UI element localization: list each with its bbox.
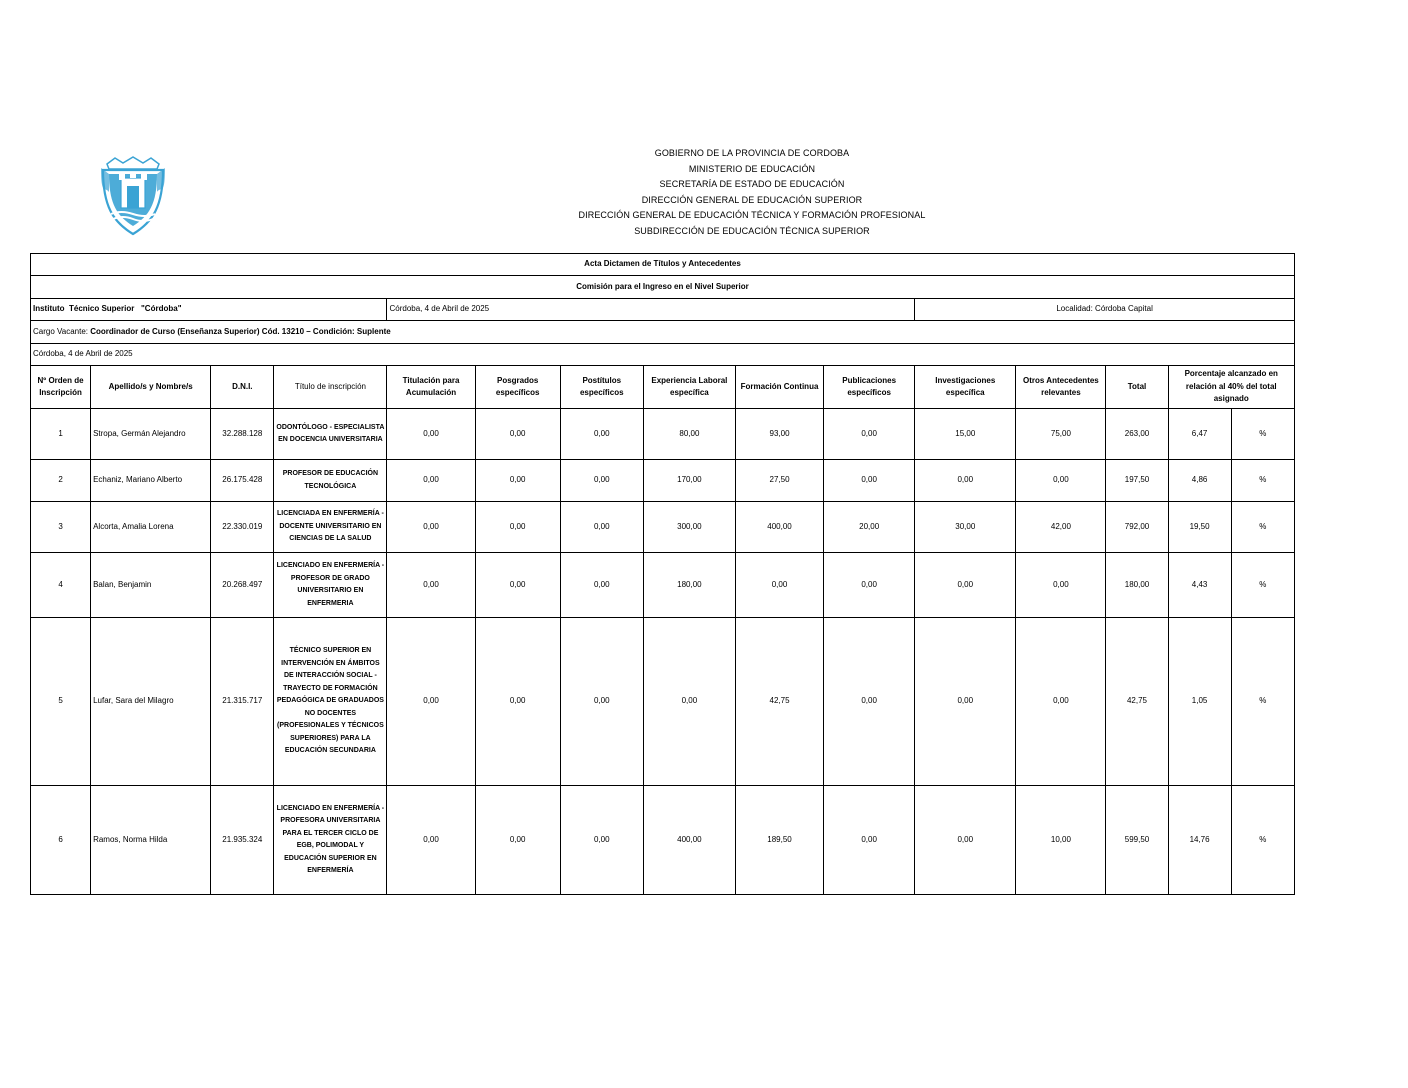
formacion: 93,00: [735, 409, 823, 460]
porcentaje: 4,43: [1168, 553, 1231, 618]
experiencia: 300,00: [643, 502, 735, 553]
col-publicaciones: Publicaciones específicos: [824, 366, 915, 409]
posgrados: 0,00: [475, 460, 560, 502]
header-line: MINISTERIO DE EDUCACIÓN: [688, 163, 816, 174]
porcentaje: 6,47: [1168, 409, 1231, 460]
orden: 2: [31, 460, 91, 502]
col-nombre: Apellido/s y Nombre/s: [91, 366, 211, 409]
investigaciones: 15,00: [915, 409, 1016, 460]
orden: 3: [31, 502, 91, 553]
titulo: LICENCIADO EN ENFERMERÍA - PROFESORA UNIVERSITARIA PARA EL TERCER CICLO DE EGB, POLIMODAL Y EDUCACIÓN SUPERIOR EN ENFERMERÍA: [274, 786, 387, 895]
date-line: Córdoba, 4 de Abril de 2025: [31, 344, 1295, 366]
porcentaje: 19,50: [1168, 502, 1231, 553]
dni: 21.935.324: [211, 786, 274, 895]
experiencia: 180,00: [643, 553, 735, 618]
porcentaje: 14,76: [1168, 786, 1231, 895]
posgrados: 0,00: [475, 786, 560, 895]
experiencia: 400,00: [643, 786, 735, 895]
table-row: [31, 460, 1295, 502]
acta-table: [30, 253, 1295, 895]
total: 792,00: [1106, 502, 1168, 553]
col-orden: Nº Orden de Inscripción: [31, 366, 91, 409]
postitulos: 0,00: [560, 553, 643, 618]
table-row: [31, 502, 1295, 553]
porcentaje: 4,86: [1168, 460, 1231, 502]
dni: 22.330.019: [211, 502, 274, 553]
institute-name: Instituto Técnico Superior "Córdoba": [33, 304, 182, 314]
publicaciones: 0,00: [824, 618, 915, 786]
posgrados: 0,00: [475, 618, 560, 786]
otros: 0,00: [1016, 618, 1106, 786]
otros: 0,00: [1016, 460, 1106, 502]
otros: 0,00: [1016, 553, 1106, 618]
col-posgrados: Posgrados específicos: [475, 366, 560, 409]
titulo: PROFESOR DE EDUCACIÓN TECNOLÓGICA: [274, 460, 387, 502]
posgrados: 0,00: [475, 409, 560, 460]
dni: 20.268.497: [211, 553, 274, 618]
percent-sign: %: [1231, 460, 1294, 502]
porcentaje: 1,05: [1168, 618, 1231, 786]
postitulos: 0,00: [560, 460, 643, 502]
col-experiencia: Experiencia Laboral específica: [643, 366, 735, 409]
investigaciones: 30,00: [915, 502, 1016, 553]
table-row: [31, 786, 1295, 895]
otros: 10,00: [1016, 786, 1106, 895]
nombre: Ramos, Norma Hilda: [91, 786, 211, 895]
cargo-label: Cargo Vacante:: [33, 326, 91, 336]
percent-sign: %: [1231, 409, 1294, 460]
titulo: ODONTÓLOGO - ESPECIALISTA EN DOCENCIA UNIVERSITARIA: [274, 409, 387, 460]
publicaciones: 0,00: [824, 409, 915, 460]
percent-sign: %: [1231, 502, 1294, 553]
postitulos: 0,00: [560, 502, 643, 553]
percent-sign: %: [1231, 618, 1294, 786]
nombre: Echaniz, Mariano Alberto: [91, 460, 211, 502]
postitulos: 0,00: [560, 786, 643, 895]
total: 599,50: [1106, 786, 1168, 895]
orden: 6: [31, 786, 91, 895]
posgrados: 0,00: [475, 553, 560, 618]
otros: 42,00: [1016, 502, 1106, 553]
col-investigaciones: Investigaciones específica: [915, 366, 1016, 409]
table-row: [31, 618, 1295, 786]
col-formacion: Formación Continua: [735, 366, 823, 409]
header-line: DIRECCIÓN GENERAL DE EDUCACIÓN TÉCNICA Y FORMACIÓN PROFESIONAL: [578, 210, 926, 221]
col-titulacion: Titulación para Acumulación: [387, 366, 475, 409]
col-porcentaje: Porcentaje alcanzado en relación al 40% del total asignado: [1168, 366, 1294, 409]
col-postitulos: Postítulos específicos: [560, 366, 643, 409]
publicaciones: 20,00: [824, 502, 915, 553]
commission-title: Comisión para el Ingreso en el Nivel Superior: [31, 276, 1295, 299]
header-line: DIRECCIÓN GENERAL DE EDUCACIÓN SUPERIOR: [641, 194, 863, 205]
dni: 21.315.717: [211, 618, 274, 786]
formacion: 0,00: [735, 553, 823, 618]
header-line: SECRETARÍA DE ESTADO DE EDUCACIÓN: [659, 179, 845, 190]
nombre: Lufar, Sara del Milagro: [91, 618, 211, 786]
orden: 5: [31, 618, 91, 786]
nombre: Alcorta, Amalia Lorena: [91, 502, 211, 553]
table-row: [31, 553, 1295, 618]
titulo: TÉCNICO SUPERIOR EN INTERVENCIÓN EN ÁMBITOS DE INTERACCIÓN SOCIAL - TRAYECTO DE FORMACIÓN PEDAGÓGICA DE GRADUADOS NO DOCENTES (PROFESIONALES Y TÉCNICOS SUPERIORES) PARA LA EDUCACIÓN SECUNDARIA: [274, 618, 387, 786]
col-dni: D.N.I.: [211, 366, 274, 409]
titulacion: 0,00: [387, 553, 475, 618]
acta-title: Acta Dictamen de Títulos y Antecedentes: [31, 254, 1295, 276]
dni: 32.288.128: [211, 409, 274, 460]
locality: Localidad: Córdoba Capital: [915, 299, 1295, 321]
investigaciones: 0,00: [915, 786, 1016, 895]
header-line: SUBDIRECCIÓN DE EDUCACIÓN TÉCNICA SUPERIOR: [634, 225, 870, 236]
formacion: 400,00: [735, 502, 823, 553]
publicaciones: 0,00: [824, 553, 915, 618]
titulacion: 0,00: [387, 786, 475, 895]
col-titulo: Título de inscripción: [274, 366, 387, 409]
total: 180,00: [1106, 553, 1168, 618]
column-header-row: [31, 366, 1295, 409]
orden: 1: [31, 409, 91, 460]
investigaciones: 0,00: [915, 460, 1016, 502]
nombre: Balan, Benjamin: [91, 553, 211, 618]
cargo-vacante: [31, 321, 1295, 344]
percent-sign: %: [1231, 786, 1294, 895]
titulacion: 0,00: [387, 409, 475, 460]
formacion: 189,50: [735, 786, 823, 895]
government-header: [500, 146, 1004, 240]
nombre: Stropa, Germán Alejandro: [91, 409, 211, 460]
formacion: 42,75: [735, 618, 823, 786]
experiencia: 170,00: [643, 460, 735, 502]
titulo: LICENCIADA EN ENFERMERÍA - DOCENTE UNIVERSITARIO EN CIENCIAS DE LA SALUD: [274, 502, 387, 553]
percent-sign: %: [1231, 553, 1294, 618]
orden: 4: [31, 553, 91, 618]
experiencia: 0,00: [643, 618, 735, 786]
header-line: GOBIERNO DE LA PROVINCIA DE CORDOBA: [654, 148, 850, 158]
table-row: [31, 409, 1295, 460]
publicaciones: 0,00: [824, 786, 915, 895]
dni: 26.175.428: [211, 460, 274, 502]
titulacion: 0,00: [387, 618, 475, 786]
titulacion: 0,00: [387, 460, 475, 502]
publicaciones: 0,00: [824, 460, 915, 502]
col-total: Total: [1106, 366, 1168, 409]
total: 263,00: [1106, 409, 1168, 460]
investigaciones: 0,00: [915, 553, 1016, 618]
investigaciones: 0,00: [915, 618, 1016, 786]
titulo: LICENCIADO EN ENFERMERÍA - PROFESOR DE GRADO UNIVERSITARIO EN ENFERMERIA: [274, 553, 387, 618]
total: 197,50: [1106, 460, 1168, 502]
col-otros: Otros Antecedentes relevantes: [1016, 366, 1106, 409]
total: 42,75: [1106, 618, 1168, 786]
postitulos: 0,00: [560, 618, 643, 786]
experiencia: 80,00: [643, 409, 735, 460]
institute-cell: [31, 299, 387, 321]
otros: 75,00: [1016, 409, 1106, 460]
titulacion: 0,00: [387, 502, 475, 553]
place-date: Córdoba, 4 de Abril de 2025: [387, 299, 915, 321]
postitulos: 0,00: [560, 409, 643, 460]
formacion: 27,50: [735, 460, 823, 502]
cordoba-coat-of-arms-icon: [99, 156, 167, 236]
cargo-description: Coordinador de Curso (Enseñanza Superior) Cód. 13210 – Condición: Suplente: [90, 326, 391, 336]
posgrados: 0,00: [475, 502, 560, 553]
